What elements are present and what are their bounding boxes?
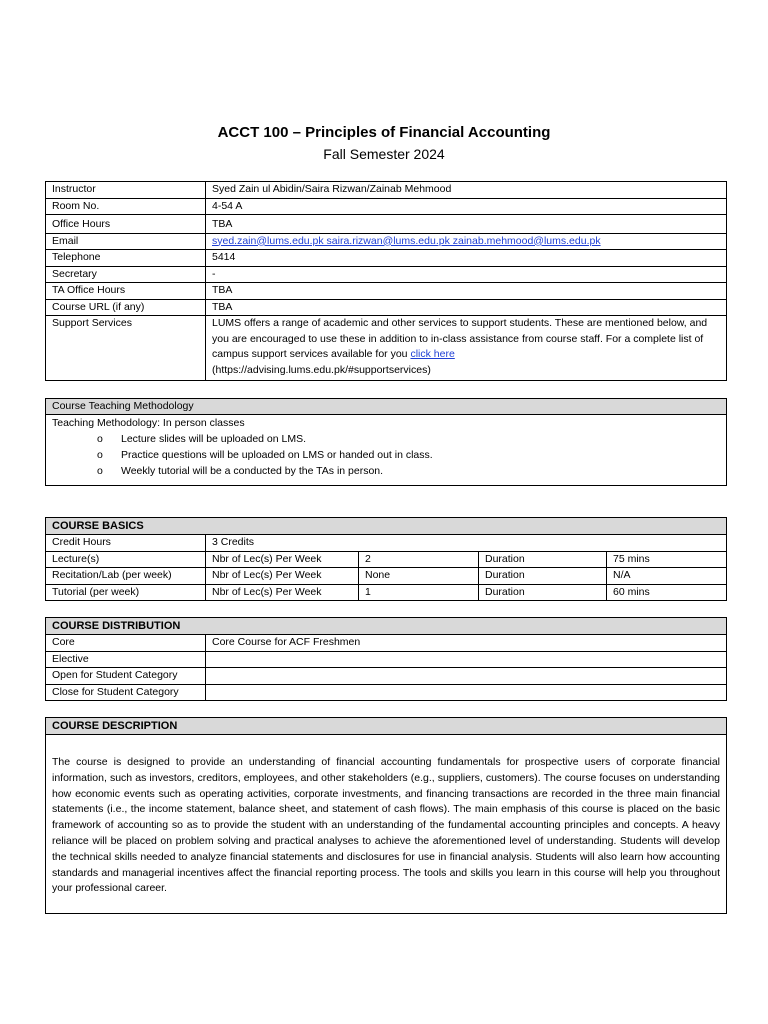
core-value: Core Course for ACF Freshmen	[206, 635, 727, 652]
table-row	[46, 584, 727, 601]
nbr-value: 2	[359, 551, 479, 568]
row-label: Core	[46, 635, 206, 652]
table-row	[46, 299, 727, 316]
section-header	[46, 618, 727, 635]
description-text: The course is designed to provide an understanding of financial accounting fundamentals for prospective users of corporate financial information, such as investors, creditors, employees, and other stakeholders (e.g., suppliers, customers). The course focuses on understanding how economic events such as operating activities, corporate investments, and financing transactions are recorded in the three main financial statements (i.e., the income statement, balance sheet, and statement of cash flows). The main emphasis of this course is placed on the basic framework of accounting so as to provide the student with an understanding of the fundamental accounting principles and concepts. A heavy reliance will be placed on problem solving and practical analyses to achieve the aforementioned level of understanding. Students will develop the technical skills needed to analyze financial statements and disclosures for use in financial analysis. Students will also learn how accounting standards and managerial incentives affect the financial reporting process. The tools and skills you learn in this course will help you throughout your professional career.	[46, 735, 727, 914]
table-row	[46, 735, 727, 914]
row-label: Tutorial (per week)	[46, 584, 206, 601]
row-label: Recitation/Lab (per week)	[46, 568, 206, 585]
document-title: ACCT 100 – Principles of Financial Accounting	[217, 124, 551, 141]
bullet-icon: o	[97, 449, 103, 461]
elective-value	[206, 651, 727, 668]
row-label: Support Services	[46, 316, 206, 381]
description-heading: COURSE DESCRIPTION	[46, 718, 727, 735]
methodology-intro: Teaching Methodology: In person classes	[52, 417, 245, 429]
support-services-url: (https://advising.lums.edu.pk/#supportservices)	[212, 363, 431, 376]
support-services-text	[206, 316, 727, 381]
basics-heading: COURSE BASICS	[46, 518, 727, 535]
office-hours-value: TBA	[206, 215, 727, 234]
table-row	[46, 415, 727, 486]
list-item	[52, 447, 720, 463]
room-value: 4-54 A	[206, 198, 727, 215]
row-label: TA Office Hours	[46, 283, 206, 300]
course-distribution-table	[45, 617, 727, 701]
list-item-text: Practice questions will be uploaded on LMS or handed out in class.	[121, 449, 433, 461]
nbr-value: 1	[359, 584, 479, 601]
close-category-value	[206, 684, 727, 701]
row-label: Course URL (if any)	[46, 299, 206, 316]
table-row	[46, 266, 727, 283]
table-row	[46, 316, 727, 381]
bullet-icon: o	[97, 465, 103, 477]
ta-office-hours-value: TBA	[206, 283, 727, 300]
row-label: Close for Student Category	[46, 684, 206, 701]
click-here-link[interactable]: click here	[410, 348, 455, 360]
table-row	[46, 651, 727, 668]
row-label: Elective	[46, 651, 206, 668]
email-link[interactable]: syed.zain@lums.edu.pk saira.rizwan@lums.edu.pk zainab.mehmood@lums.edu.pk	[212, 234, 601, 247]
nbr-value: None	[359, 568, 479, 585]
section-header	[46, 718, 727, 735]
duration-label: Duration	[479, 551, 607, 568]
methodology-body	[46, 415, 727, 486]
duration-value: 60 mins	[607, 584, 727, 601]
table-row	[46, 283, 727, 300]
distribution-heading: COURSE DISTRIBUTION	[46, 618, 727, 635]
bullet-icon: o	[97, 433, 103, 445]
support-services-body: LUMS offers a range of academic and other services to support students. These are mentioned below, and you are encouraged to use these in addition to in-class assistance from course staff. For a complete list of campus support services available for you	[212, 317, 708, 360]
table-row	[46, 635, 727, 652]
table-row	[46, 535, 727, 552]
instructor-value: Syed Zain ul Abidin/Saira Rizwan/Zainab Mehmood	[206, 182, 727, 199]
duration-value: N/A	[607, 568, 727, 585]
instructor-info-table	[45, 181, 727, 381]
course-description-table	[45, 717, 727, 914]
list-item	[52, 431, 720, 447]
section-header	[46, 518, 727, 535]
row-label: Telephone	[46, 250, 206, 267]
course-basics-table	[45, 517, 727, 601]
duration-label: Duration	[479, 568, 607, 585]
table-row	[46, 551, 727, 568]
course-url-value: TBA	[206, 299, 727, 316]
table-row	[46, 233, 727, 250]
duration-label: Duration	[479, 584, 607, 601]
nbr-label: Nbr of Lec(s) Per Week	[206, 551, 359, 568]
row-label: Office Hours	[46, 215, 206, 234]
row-label: Email	[46, 233, 206, 250]
teaching-methodology-table	[45, 398, 727, 486]
table-row	[46, 684, 727, 701]
row-label: Open for Student Category	[46, 668, 206, 685]
row-label: Secretary	[46, 266, 206, 283]
duration-value: 75 mins	[607, 551, 727, 568]
nbr-label: Nbr of Lec(s) Per Week	[206, 584, 359, 601]
table-row	[46, 215, 727, 234]
table-row	[46, 198, 727, 215]
nbr-label: Nbr of Lec(s) Per Week	[206, 568, 359, 585]
list-item-text: Lecture slides will be uploaded on LMS.	[121, 433, 307, 445]
table-row	[46, 568, 727, 585]
credit-hours-value: 3 Credits	[206, 535, 727, 552]
open-category-value	[206, 668, 727, 685]
email-links[interactable]	[206, 233, 727, 250]
list-item-text: Weekly tutorial will be a conducted by the TAs in person.	[121, 465, 384, 477]
table-row	[46, 668, 727, 685]
row-label: Lecture(s)	[46, 551, 206, 568]
row-label: Instructor	[46, 182, 206, 199]
telephone-value: 5414	[206, 250, 727, 267]
section-header	[46, 399, 727, 415]
row-label: Credit Hours	[46, 535, 206, 552]
row-label: Room No.	[46, 198, 206, 215]
table-row	[46, 182, 727, 199]
secretary-value: -	[206, 266, 727, 283]
list-item	[52, 463, 720, 479]
table-row	[46, 250, 727, 267]
document-subtitle: Fall Semester 2024	[323, 146, 445, 162]
methodology-heading: Course Teaching Methodology	[46, 399, 727, 415]
